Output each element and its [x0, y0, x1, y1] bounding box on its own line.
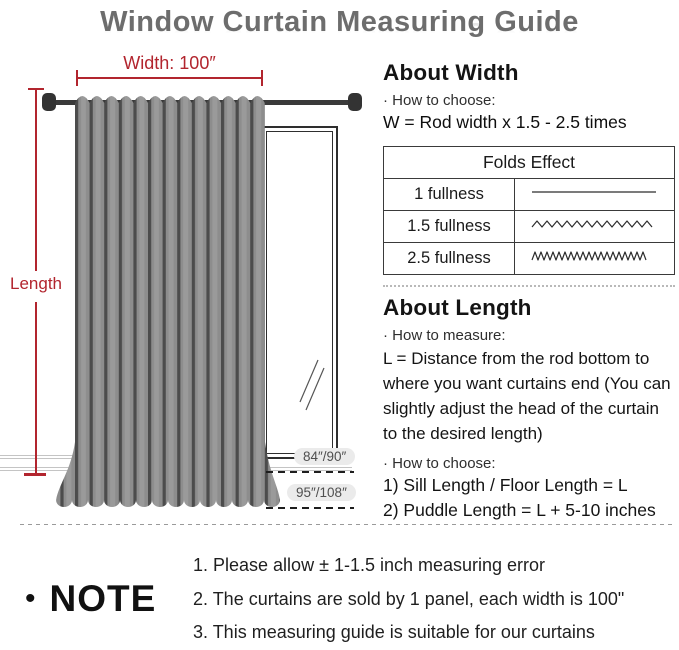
fold-effect-straight [514, 179, 674, 211]
fold-effect-tight-wave [514, 243, 674, 275]
width-measure-tick-left [76, 70, 78, 86]
about-width-heading: About Width [383, 60, 519, 85]
fold-effect-loose-wave [514, 211, 674, 243]
note-items [193, 549, 673, 650]
table-header-row [384, 147, 675, 179]
table-row [384, 179, 675, 211]
note-item: 1. Please allow ± 1-1.5 inch measuring error [193, 555, 546, 575]
table-row [384, 243, 675, 275]
sill-length-dash-line [266, 471, 354, 473]
length-measure-label: Length [10, 274, 62, 293]
length-how-to-choose: · How to choose: [383, 455, 496, 472]
length-measure-text: L = Distance from the rod bottom to where you want curtains end (You can slightly adjust the head of the curtain to the desired length) [383, 349, 671, 443]
note-item: 2. The curtains are sold by 1 panel, each width is 100" [193, 588, 625, 609]
width-measure-label: Width: 100″ [123, 53, 216, 73]
folds-effect-header: Folds Effect [384, 147, 675, 179]
length-option-2: 2) Puddle Length = L + 5-10 inches [383, 500, 656, 520]
note-label [25, 578, 156, 620]
note-bullet: • [25, 582, 36, 615]
table-row [384, 211, 675, 243]
fullness-label: 2.5 fullness [384, 243, 515, 275]
width-measure-line [76, 77, 263, 79]
section-divider [383, 285, 675, 287]
note-heading: NOTE [49, 578, 157, 619]
width-how-to-choose: · How to choose: [383, 92, 496, 109]
length-measure-line-lower [35, 302, 37, 474]
length-measure-tick-bottom [24, 473, 46, 476]
floor-length-dash-line [266, 507, 354, 509]
width-measure-tick-right [261, 70, 263, 86]
width-formula: W = Rod width x 1.5 - 2.5 times [383, 112, 627, 132]
glass-reflection-icon [294, 356, 326, 412]
folds-effect-table [383, 146, 675, 275]
length-how-to-measure: · How to measure: [383, 327, 506, 344]
length-measure-line-upper [35, 88, 37, 271]
length-option-1: 1) Sill Length / Floor Length = L [383, 475, 628, 495]
rod-finial-left [42, 93, 56, 111]
floor-dotted-line [20, 524, 672, 525]
sill-length-tag: 84″/90″ [294, 448, 355, 465]
instructions-column [383, 60, 675, 523]
rod-finial-right [348, 93, 362, 111]
page-title: Window Curtain Measuring Guide [100, 6, 579, 38]
note-item: 3. This measuring guide is suitable for our curtains [193, 622, 595, 642]
about-length-heading: About Length [383, 295, 532, 320]
fullness-label: 1.5 fullness [384, 211, 515, 243]
curtain-panel [55, 86, 285, 518]
floor-length-tag: 95″/108″ [287, 484, 356, 501]
fullness-label: 1 fullness [384, 179, 515, 211]
